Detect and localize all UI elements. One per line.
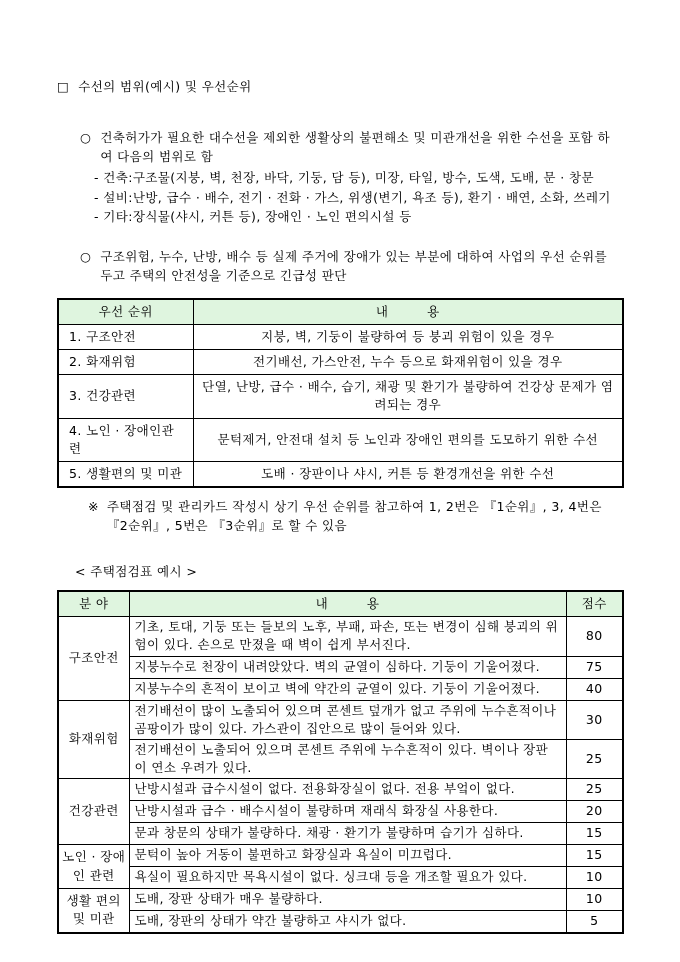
square-bullet-icon: □ — [57, 79, 70, 94]
score-cell: 15 — [566, 845, 623, 867]
content-cell: 단열, 난방, 급수 · 배수, 습기, 채광 및 환기가 불량하여 건강상 문제가 염려되는 경우 — [193, 375, 623, 418]
content-cell: 도배, 장판의 상태가 약간 불량하고 샤시가 없다. — [129, 911, 566, 933]
content-cell: 전기배선이 많이 노출되어 있으며 콘센트 덮개가 없고 주위에 누수흔적이나 곰팡이가 많이 있다. 가스관이 집안으로 많이 들어와 있다. — [129, 700, 566, 739]
table-row — [58, 418, 623, 461]
table-row — [58, 325, 623, 350]
score-cell: 30 — [566, 700, 623, 739]
content-cell: 도배, 장판 상태가 매우 불량하다. — [129, 889, 566, 911]
subitem-facilities: - 설비:난방, 급수 · 배수, 전기 · 전화 · 가스, 위생(변기, 욕조 등), 환기 · 배연, 소화, 쓰레기 — [94, 189, 611, 205]
category-cell: 구조안전 — [58, 617, 129, 700]
priority-cell: 1. 구조안전 — [58, 325, 193, 350]
score-cell: 5 — [566, 911, 623, 933]
table-row — [58, 375, 623, 418]
subitem-others: - 기타:장식물(샤시, 커튼 등), 장애인 · 노인 편의시설 등 — [94, 209, 412, 224]
header-content: 내 용 — [193, 299, 623, 325]
table-row — [58, 350, 623, 375]
score-cell: 25 — [566, 739, 623, 778]
category-cell: 생활 편의 및 미관 — [58, 889, 129, 933]
category-cell: 노인 · 장애인 관련 — [58, 845, 129, 889]
content-cell: 지붕, 벽, 기둥이 불량하여 등 붕괴 위험이 있을 경우 — [193, 325, 623, 350]
score-cell: 25 — [566, 779, 623, 801]
table-row — [58, 461, 623, 487]
bullet-repair-scope — [80, 129, 622, 227]
table-row — [58, 801, 623, 823]
category-cell: 화재위험 — [58, 700, 129, 779]
table-row — [58, 845, 623, 867]
content-cell: 난방시설과 급수시설이 없다. 전용화장실이 없다. 전용 부엌이 없다. — [129, 779, 566, 801]
priority-cell: 2. 화재위험 — [58, 350, 193, 375]
bullet-text: 구조위험, 누수, 난방, 배수 등 실제 주거에 장애가 있는 부분에 대하여 사업의 우선 순위를 두고 주택의 안전성을 기준으로 긴급성 판단 — [100, 249, 607, 284]
priority-cell: 3. 건강관련 — [58, 375, 193, 418]
inspection-checklist-table — [57, 590, 624, 933]
content-cell: 전기배선, 가스안전, 누수 등으로 화재위험이 있을 경우 — [193, 350, 623, 375]
priority-cell: 5. 생활편의 및 미관 — [58, 461, 193, 487]
footnote — [88, 498, 622, 536]
table-row — [58, 656, 623, 678]
content-cell: 지붕누수로 천장이 내려앉았다. 벽의 균열이 심하다. 기둥이 기울어졌다. — [129, 656, 566, 678]
page-title-text: 수선의 범위(예시) 및 우선순위 — [78, 79, 252, 94]
content-cell: 지붕누수의 흔적이 보이고 벽에 약간의 균열이 있다. 기둥이 기울어졌다. — [129, 678, 566, 700]
score-cell: 20 — [566, 801, 623, 823]
header-priority: 우선 순위 — [58, 299, 193, 325]
score-cell: 80 — [566, 617, 623, 656]
content-cell: 난방시설과 급수 · 배수시설이 불량하며 재래식 화장실 사용한다. — [129, 801, 566, 823]
content-cell: 도배 · 장판이나 샤시, 커튼 등 환경개선을 위한 수선 — [193, 461, 623, 487]
score-cell: 40 — [566, 678, 623, 700]
score-cell: 10 — [566, 889, 623, 911]
content-cell: 문턱제거, 안전대 설치 등 노인과 장애인 편의를 도모하기 위한 수선 — [193, 418, 623, 461]
reference-mark-icon: ※ — [88, 498, 99, 514]
category-cell: 건강관련 — [58, 779, 129, 845]
page-title — [57, 78, 622, 97]
score-cell: 15 — [566, 823, 623, 845]
header-category: 분 야 — [58, 591, 129, 617]
header-content: 내 용 — [129, 591, 566, 617]
table-header-row — [58, 299, 623, 325]
table-header-row — [58, 591, 623, 617]
table-row — [58, 617, 623, 656]
score-cell: 75 — [566, 656, 623, 678]
bullet-priority-criteria — [80, 248, 622, 286]
content-cell: 욕실이 필요하지만 목욕시설이 없다. 싱크대 등을 개조할 필요가 있다. — [129, 867, 566, 889]
circle-bullet-icon: ○ — [80, 249, 92, 265]
table-row — [58, 911, 623, 933]
footnote-text: 주택점검 및 관리카드 작성시 상기 우선 순위를 참고하여 1, 2번은 『1순위』, 3, 4번은 『2순위』, 5번은 『3순위』로 할 수 있음 — [106, 498, 602, 533]
checklist-table-caption: < 주택점검표 예시 > — [75, 564, 198, 580]
content-cell: 기초, 토대, 기둥 또는 들보의 노후, 부패, 파손, 또는 변경이 심해 붕괴의 위험이 있다. 손으로 만졌을 때 벽이 쉽게 부서진다. — [129, 617, 566, 656]
table-row — [58, 889, 623, 911]
header-score: 점수 — [566, 591, 623, 617]
priority-cell: 4. 노인 · 장애인관련 — [58, 418, 193, 461]
subitem-construction: - 건축:구조물(지붕, 벽, 천장, 바닥, 기둥, 담 등), 미장, 타일, 방수, 도색, 도배, 문 · 창문 — [94, 170, 594, 186]
table-row — [58, 779, 623, 801]
content-cell: 문과 창문의 상태가 불량하다. 채광 · 환기가 불량하며 습기가 심하다. — [129, 823, 566, 845]
table-row — [58, 739, 623, 778]
table-row — [58, 867, 623, 889]
table-row — [58, 823, 623, 845]
score-cell: 10 — [566, 867, 623, 889]
priority-table — [57, 298, 624, 488]
content-cell: 전기배선이 노출되어 있으며 콘센트 주위에 누수흔적이 있다. 벽이나 장판이 연소 우려가 있다. — [129, 739, 566, 778]
bullet-text: 건축허가가 필요한 대수선을 제외한 생활상의 불편해소 및 미관개선을 위한 수선을 포함 하여 다음의 범위로 함 — [100, 129, 610, 164]
table-row — [58, 700, 623, 739]
bullet-subitems — [94, 168, 622, 226]
circle-bullet-icon: ○ — [80, 129, 92, 145]
table-row — [58, 678, 623, 700]
content-cell: 문턱이 높아 거동이 불편하고 화장실과 욕실이 미끄럽다. — [129, 845, 566, 867]
